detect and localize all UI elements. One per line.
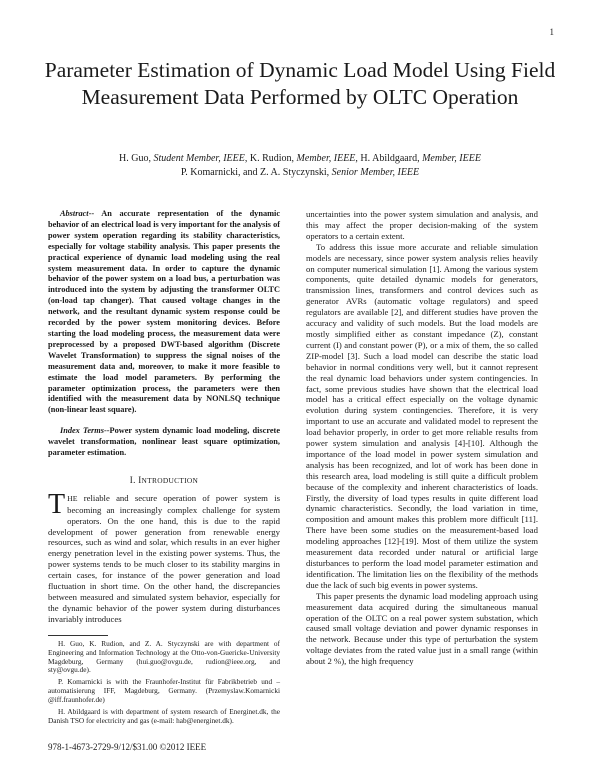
author-name: , K. Rudion,	[244, 153, 297, 164]
abstract	[48, 209, 280, 416]
author-name: , H. Abildgaard,	[355, 153, 423, 164]
index-terms-text: --Power system dynamic load modeling, discrete wavelet transformation, nonlinear least square optimization, parameter estimation.	[48, 426, 280, 458]
author-role: Member, IEEE	[296, 153, 356, 164]
author-name: P. Komarnicki, and Z. A. Styczynski,	[180, 167, 332, 178]
index-terms	[48, 426, 280, 459]
footnote: H. Abildgaard is with department of system research of Energinet.dk, the Danish TSO for electricity and gas (e-mail: hab@energinet.dk).	[48, 707, 280, 725]
footnote: P. Komarnicki is with the Fraunhofer-Institut für Fabrikbetrieb und –automatisierung IFF, Magdeburg, Germany. (Przemyslaw.Komarnicki @iff.fraunhofer.de)	[48, 677, 280, 705]
section-first-letter: I	[138, 474, 142, 485]
body-paragraph: This paper presents the dynamic load modeling approach using measurement data acquired during the simultaneous manual operation of the OLTC on a real power system substation, which caused small voltage deviation and power dynamic responses in the network. Because under this type of perturbation the system voltage deviates from the rated value just in a small range (within about 2 %), the high frequency	[306, 590, 538, 667]
copyright-identifier: 978-1-4673-2729-9/12/$31.00 ©2012 IEEE	[48, 742, 207, 752]
body-paragraph: To address this issue more accurate and reliable simulation models are necessary, since power system analysis relies heavily on computer numerical simulation [1]. Among the various system components, quite detailed dynamic models for generators, transmission lines, transformers and control devices such as generator AVRs (automatic voltage regulators) and speed regulators are available [2], and different studies have proven the accuracy and validity of such models. But the load models are mostly simplified either as constant impedance (Z), constant current (I) and constant power (P), or a mix of them, the so called ZIP-model [3]. Such a load model can describe the static load behavior in normal conditions very well, but it cannot represent the real dynamic load behaviors under system contingencies. In fact, some previous studies have shown that the electrical load model has a critical effect especially on the voltage dynamic evolution during system contingencies. Therefore, it is very important to use an accurate and validated model to represent the load behavior properly, in order to get more reliable results from power system simulation and analysis [4]-[10]. Although the importance of the load model in power system simulation and analysis has been recognized, and lot of work has been done in this research area, load modeling is still quite a difficult problem because of the complexity and inherent characteristics of loads. Firstly, the diversity of load types results in quite different load dynamic characteristics. Secondly, the load variation in time, composition and amount makes this problem more difficult [11]. There have been some studies on the measurement-based load modeling approaches [12]-[19]. Most of them utilize the system measurement data recorded under natural or artificial large disturbances to perform the load model parameter estimation and identification. The limitation lies on the flexibility of the methods due the lack of such big events in power systems.	[306, 241, 538, 590]
left-column	[48, 209, 280, 729]
author-role: Member, IEEE	[422, 153, 481, 164]
intro-text: reliable and secure operation of power system is becoming an increasingly complex challenge for system operators. On the one hand, this is due to the rapid development of power generation from renewable energy resources, such as wind and solar, which results in an ever higher energy penetration level in the existing power systems. Thus, the power systems tends to be much closer to its stability margins in certain cases, for instance of the power generation and load fluctuation in short time. On the other hand, the discrepancies between measured and simulated system behavior, especially for the dynamic behavior of the power system during disturbances invariably introduces	[48, 492, 280, 624]
abstract-label: Abstract	[60, 209, 89, 218]
page-number: 1	[549, 27, 554, 37]
drop-cap: T	[48, 488, 66, 520]
author-role: Student Member, IEEE	[153, 153, 245, 164]
section-heading-introduction	[48, 475, 280, 487]
introduction-paragraph	[48, 488, 280, 625]
section-title-rest: NTRODUCTION	[141, 475, 199, 485]
paper-title: Parameter Estimation of Dynamic Load Model Using Field Measurement Data Performed by OLTC Operation	[44, 58, 556, 109]
intro-cap-word: HE	[67, 493, 78, 503]
index-terms-label: Index Terms	[60, 426, 104, 436]
footnote: H. Guo, K. Rudion, and Z. A. Styczynski are with department of Engineering and Information Technology at the Otto-von-Guericke-University Magdeburg, Germany (hui.guo@ovgu.de, rudion@ieee.org, and sty@ovgu.de).	[48, 638, 280, 675]
author-line-2	[40, 166, 560, 180]
author-role: Senior Member, IEEE	[331, 167, 420, 178]
right-column	[306, 209, 538, 667]
author-block	[40, 152, 560, 180]
author-name: H. Guo,	[119, 153, 154, 164]
abstract-text: -- An accurate representation of the dynamic behavior of an electrical load is very important for the analysis of power system operation regarding its stability characteristics, especially for voltage stability analysis. This paper presents the practical experience of dynamic load modeling using the real system measurement data. In order to capture the dynamic behavior of the power system on a load bus, a perturbation was introduced into the system by adjusting the transformer OLTC (on-load tap changer). That caused voltage changes in the network, and the resultant dynamic system response could be recorded by the power system monitoring devices. Before starting the load modeling process, the measurement data were preprocessed by a proposed DWT-based algorithm (Discrete Wavelet Transformation) to suppress the signal noises of the measurement data and, moreover, to make it more feasible to estimate the load model parameters. By performing the parameter optimization process, the parameters were then identified with the measurement data by NONLSQ technique (non-linear least square).	[48, 209, 280, 415]
section-numeral: I.	[129, 474, 139, 485]
author-line-1	[40, 152, 560, 166]
footnote-separator	[48, 635, 108, 636]
body-paragraph: uncertainties into the power system simulation and analysis, and this may affect the proper decision-making of the system operators to a certain extent.	[306, 209, 538, 241]
